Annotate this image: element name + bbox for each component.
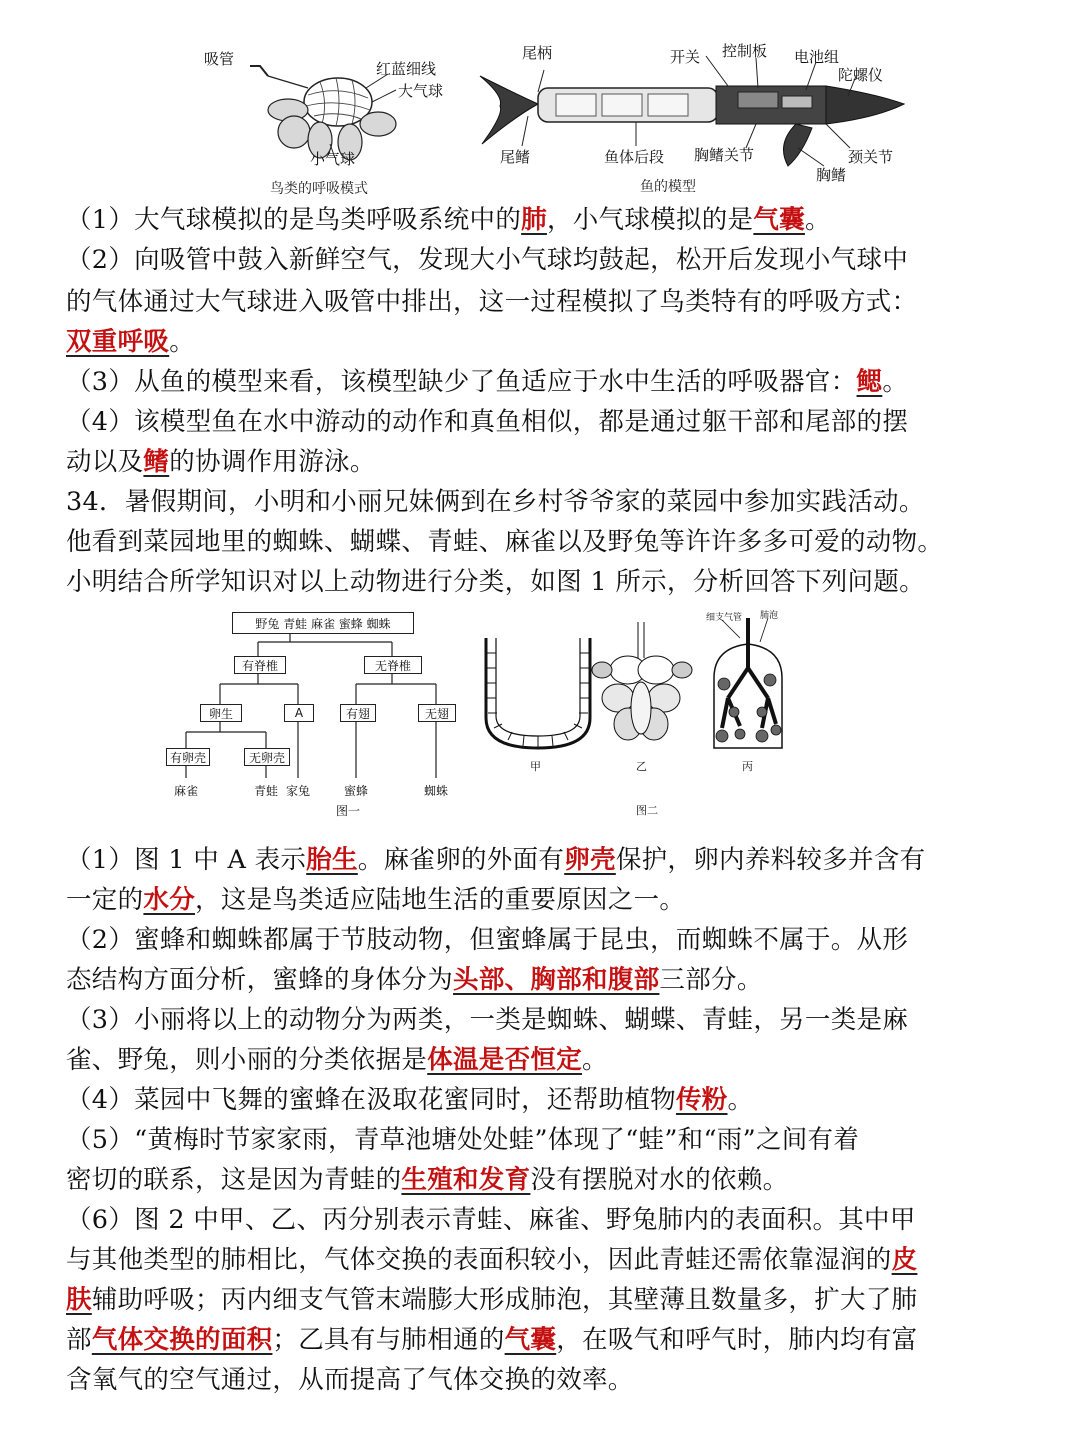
answer-exchange-area: 气体交换的面积 — [91, 1325, 273, 1355]
text: 动以及 — [66, 447, 144, 477]
tree-with-shell: 有卵壳 — [166, 748, 210, 766]
figure1-caption: 图一 — [336, 804, 361, 818]
lungs-figure — [478, 608, 838, 818]
label-straw: 吸管 — [204, 50, 235, 68]
text: 三部分。 — [659, 965, 763, 995]
tree-leaf-bee: 蜜蜂 — [344, 784, 369, 798]
answer-double-respiration: 双重呼吸 — [66, 327, 170, 357]
text: 。麻雀卵的外面有 — [357, 845, 565, 875]
answer-skin-part1: 皮 — [891, 1245, 918, 1275]
q34-part5-line2 — [66, 1160, 1026, 1200]
text: （1）图 1 中 A 表示 — [66, 845, 307, 875]
answer-viviparous: 胎生 — [306, 845, 358, 875]
answer-pollination: 传粉 — [675, 1085, 728, 1115]
text: 。 — [727, 1085, 754, 1115]
tree-a: A — [284, 704, 314, 722]
q34-part2-line2 — [66, 960, 1026, 1000]
text: ，在吸气和呼气时，肺内均有富 — [556, 1325, 918, 1355]
bird-breathing-figure — [190, 40, 470, 200]
text: （1）大气球模拟的是鸟类呼吸系统中的 — [66, 205, 522, 235]
text: （4）菜园中飞舞的蜜蜂在汲取花蜜同时，还帮助植物 — [66, 1085, 676, 1115]
q34-part3-line2 — [66, 1040, 1026, 1080]
figure2-caption: 图二 — [636, 804, 658, 817]
label-tail-fin: 尾鳍 — [500, 148, 531, 166]
classification-tree-figure — [160, 608, 480, 818]
label-thread: 红蓝细线 — [376, 60, 437, 78]
lung-bing-label: 丙 — [742, 760, 753, 773]
tree-leaf-spider: 蜘蛛 — [424, 784, 449, 798]
lung-jia-label: 甲 — [530, 760, 541, 773]
q33-part2-line3 — [66, 322, 1026, 362]
label-control-board: 控制板 — [722, 42, 768, 60]
q34-part2-line1: （2）蜜蜂和蜘蛛都属于节肢动物，但蜜蜂属于昆虫，而蜘蛛不属于。从形 — [66, 925, 909, 955]
lung-alveoli-label: 肺泡 — [760, 611, 779, 621]
tree-invertebrate: 无脊椎 — [364, 656, 422, 674]
label-neck-joint: 颈关节 — [848, 148, 894, 166]
text: ，这是鸟类适应陆地生活的重要原因之一。 — [195, 885, 686, 915]
lung-bronchiole-label: 细支气管 — [706, 613, 743, 623]
answer-air-sac: 气囊 — [753, 205, 805, 235]
text: 部 — [66, 1325, 92, 1355]
answer-air-sac-2: 气囊 — [504, 1325, 557, 1355]
text: 态结构方面分析，蜜蜂的身体分为 — [66, 965, 454, 995]
label-small-balloon: 小气球 — [310, 150, 356, 168]
q33-part2-line1: （2）向吸管中鼓入新鲜空气，发现大小气球均鼓起，松开后发现小气球中 — [66, 245, 909, 275]
text: ；乙具有与肺相通的 — [272, 1325, 505, 1355]
q33-part3 — [66, 362, 1026, 402]
label-gyro: 陀螺仪 — [838, 66, 884, 84]
q34-part6-line5: 含氧气的空气通过，从而提高了气体交换的效率。 — [66, 1365, 634, 1395]
q33-part4-line2 — [66, 442, 1026, 482]
text: 的协调作用游泳。 — [169, 447, 376, 477]
q34-stem-line3: 小明结合所学知识对以上动物进行分类，如图 1 所示，分析回答下列问题。 — [66, 567, 925, 597]
lung-yi-label: 乙 — [636, 760, 647, 773]
lungs-diagram — [478, 608, 838, 818]
answer-skin-part2: 肤 — [66, 1285, 92, 1315]
text: 保护，卵内养料较多并含有 — [615, 845, 926, 875]
text: 。 — [582, 1045, 608, 1075]
answer-reproduction: 生殖和发育 — [401, 1165, 531, 1195]
tree-winged: 有翅 — [340, 704, 376, 722]
text: 雀、野兔，则小丽的分类依据是 — [66, 1045, 428, 1075]
tree-oviparous: 卵生 — [200, 704, 242, 722]
answer-gill: 鳃 — [856, 367, 883, 397]
text: 。 — [882, 367, 909, 397]
q34-part5-line1: （5）“黄梅时节家家雨，青草池塘处处蛙”体现了“蛙”和“雨”之间有着 — [66, 1125, 860, 1155]
tree-without-shell: 无卵壳 — [244, 748, 290, 766]
q33-part4-line1: （4）该模型鱼在水中游动的动作和真鱼相似，都是通过躯干部和尾部的摆 — [66, 407, 909, 437]
answer-water: 水分 — [143, 885, 196, 915]
q34-part3-line1: （3）小丽将以上的动物分为两类，一类是蜘蛛、蝴蝶、青蛙，另一类是麻 — [66, 1005, 909, 1035]
fish-figure-caption: 鱼的模型 — [640, 179, 696, 195]
answer-fin: 鳍 — [143, 447, 170, 477]
tree-vertebrate: 有脊椎 — [234, 656, 286, 674]
answer-body-parts: 头部、胸部和腹部 — [453, 965, 660, 995]
tree-leaf-frog: 青蛙 — [254, 784, 279, 798]
q34-stem-line2: 他看到菜园地里的蜘蛛、蝴蝶、青蛙、麻雀以及野兔等许许多多可爱的动物。 — [66, 527, 944, 557]
fish-model-figure — [476, 36, 916, 200]
text: 。 — [169, 327, 196, 357]
answer-lung: 肺 — [521, 205, 547, 235]
q34-part6-line4 — [66, 1320, 1026, 1360]
q34-part6-line1: （6）图 2 中甲、乙、丙分别表示青蛙、麻雀、野兔肺内的表面积。其中甲 — [66, 1205, 916, 1235]
tree-wingless: 无翅 — [418, 704, 456, 722]
q34-part1-line1 — [66, 840, 1026, 880]
tree-root: 野兔 青蛙 麻雀 蜜蜂 蜘蛛 — [232, 612, 414, 634]
label-battery: 电池组 — [794, 48, 840, 66]
text: 与其他类型的肺相比，气体交换的表面积较小，因此青蛙还需依靠湿润的 — [66, 1245, 892, 1275]
tree-leaf-rabbit: 家兔 — [286, 784, 311, 798]
answer-body-temperature: 体温是否恒定 — [427, 1045, 583, 1075]
label-tail-handle: 尾柄 — [522, 44, 553, 62]
q33-part2-line2: 的气体通过大气球进入吸管中排出，这一过程模拟了鸟类特有的呼吸方式： — [66, 287, 918, 317]
label-big-balloon: 大气球 — [398, 82, 444, 100]
q34-part6-line2 — [66, 1240, 1026, 1280]
text: 。 — [804, 205, 831, 235]
q34-part4 — [66, 1080, 1026, 1120]
text: 一定的 — [66, 885, 144, 915]
bird-figure-caption: 鸟类的呼吸模式 — [270, 181, 368, 197]
text: ，小气球模拟的是 — [546, 205, 754, 235]
label-pectoral-fin: 胸鳍 — [816, 166, 847, 184]
label-switch: 开关 — [670, 48, 701, 66]
q34-stem-line1: 34．暑假期间，小明和小丽兄妹俩到在乡村爷爷家的菜园中参加实践活动。 — [66, 487, 925, 517]
text: （3）从鱼的模型来看，该模型缺少了鱼适应于水中生活的呼吸器官： — [66, 367, 857, 397]
text: 没有摆脱对水的依赖。 — [530, 1165, 789, 1195]
tree-leaf-sparrow: 麻雀 — [174, 784, 199, 798]
text: 密切的联系，这是因为青蛙的 — [66, 1165, 402, 1195]
text: 辅助呼吸；丙内细支气管末端膨大形成肺泡，其壁薄且数量多，扩大了肺 — [91, 1285, 918, 1315]
q34-part1-line2 — [66, 880, 1026, 920]
label-pectoral-joint: 胸鳍关节 — [694, 146, 755, 164]
answer-eggshell: 卵壳 — [564, 845, 616, 875]
q34-part6-line3 — [66, 1280, 1026, 1320]
label-rear-body: 鱼体后段 — [604, 148, 665, 166]
q33-part1 — [66, 200, 1026, 240]
